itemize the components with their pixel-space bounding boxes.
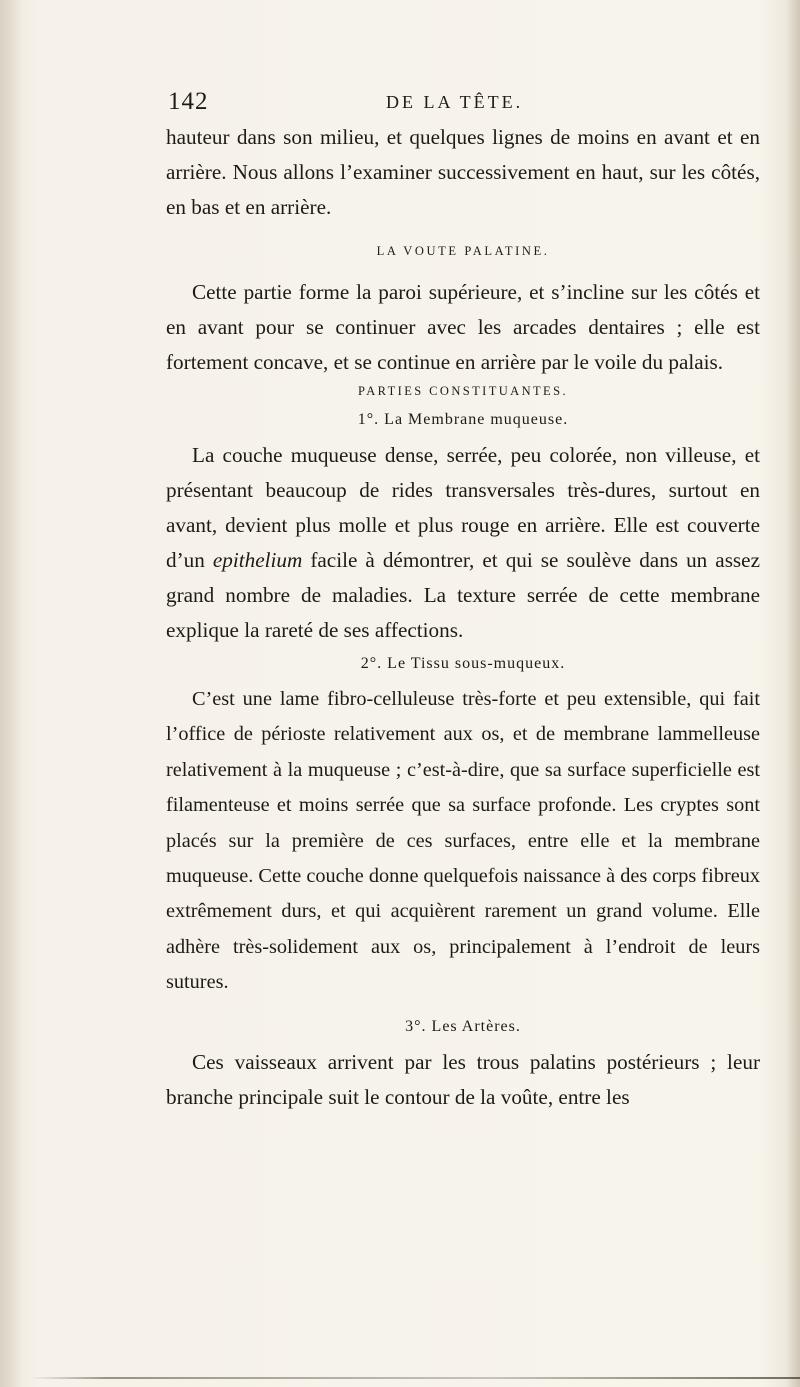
item-2-title: 2°. Le Tissu sous-muqueux. — [360, 655, 566, 672]
page-number: 142 — [168, 88, 209, 115]
page-header — [168, 88, 768, 118]
page-edge — [786, 0, 800, 1387]
paragraph-5: Ces vaisseaux arrivent par les trous palatins postérieurs ; leur branche principale suit le contour de la voûte, entre les — [166, 1049, 760, 1109]
item-1-title: 1°. La Membrane muqueuse. — [357, 411, 569, 428]
section-title: LA VOUTE PALATINE. — [376, 244, 550, 258]
running-head: DE LA TÊTE. — [386, 92, 524, 112]
page-bottom-edge — [30, 1377, 800, 1379]
subsection-title: PARTIES CONSTITUANTES. — [358, 384, 568, 398]
paragraph-2: Cette partie forme la paroi supérieure, et s’incline sur les côtés et en avant pour se continuer avec les arcades dentaires ; elle est fortement concave, et se continue en arrière par le voile du palais. — [166, 280, 760, 374]
paragraph-4: C’est une lame fibro-celluleuse très-forte et peu extensible, qui fait l’office de périoste relativement aux os, et de membrane lammelleuse relativement à la muqueuse ; c’est-à-dire, que sa surface superficielle est filamenteuse et moins serrée que sa surface profonde. Les cryptes sont placés sur la première de ces surfaces, entre elle et la membrane muqueuse. Cette couche donne quelquefois naissance à des corps fibreux extrêmement durs, et qui acquièrent rarement un grand volume. Elle adhère très-solidement aux os, principalement à l’endroit de leurs sutures. — [166, 688, 760, 994]
paragraph-3-italic: epithelium — [212, 548, 303, 572]
paragraph-3-part-b: facile à démontrer, et qui se soulève dans un assez grand nombre de maladies. La texture serrée de cette membrane explique la rareté de ses affections. — [166, 548, 760, 642]
paragraph-3 — [166, 438, 760, 648]
item-3-title: 3°. Les Artères. — [405, 1017, 521, 1035]
binding-shadow — [0, 0, 22, 1387]
page-body — [166, 120, 760, 1115]
paragraph-3-part-a: La couche muqueuse dense, serrée, peu colorée, non villeuse, et présentant beaucoup de rides transversales très-dures, surtout en avant, devient plus molle et plus rouge en arrière. Elle est couverte d’un — [166, 443, 760, 572]
paragraph-1: hauteur dans son milieu, et quelques lignes de moins en avant et en arrière. Nous allons l’examiner successivement en haut, sur les côtés, en bas et en arrière. — [166, 125, 760, 219]
